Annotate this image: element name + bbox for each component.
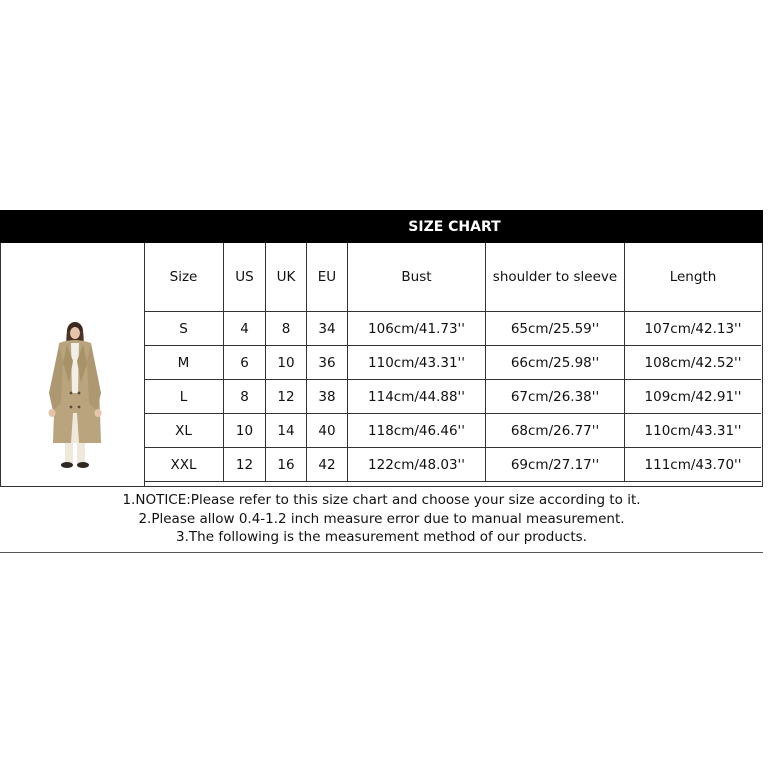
cell-size: XXL: [144, 448, 224, 482]
table-row: [144, 414, 761, 448]
table-row: [144, 312, 761, 346]
cell-uk: 10: [266, 346, 307, 380]
note-line: 3.The following is the measurement method of our products.: [176, 529, 587, 545]
table-row: [144, 448, 761, 482]
cell-bust: 122cm/48.03'': [348, 448, 486, 482]
header-eu: EU: [307, 243, 348, 312]
header-shoulder-to-sleeve: shoulder to sleeve: [486, 243, 625, 312]
header-size: Size: [144, 243, 224, 312]
cell-length: 111cm/43.70'': [625, 448, 762, 482]
cell-bust: 118cm/46.46'': [348, 414, 486, 448]
cell-us: 10: [224, 414, 266, 448]
cell-length: 109cm/42.91'': [625, 380, 762, 414]
size-chart-title: SIZE CHART: [408, 218, 501, 235]
header-us: US: [224, 243, 266, 312]
cell-shoulder-to-sleeve: 69cm/27.17'': [486, 448, 625, 482]
cell-eu: 40: [307, 414, 348, 448]
cell-length: 110cm/43.31'': [625, 414, 762, 448]
cell-shoulder-to-sleeve: 66cm/25.98'': [486, 346, 625, 380]
cell-size: XL: [144, 414, 224, 448]
cell-size: L: [144, 380, 224, 414]
cell-size: S: [144, 312, 224, 346]
cell-eu: 34: [307, 312, 348, 346]
cell-us: 4: [224, 312, 266, 346]
header-length: Length: [625, 243, 762, 312]
note-line: 2.Please allow 0.4-1.2 inch measure error due to manual measurement.: [138, 510, 625, 527]
header-uk: UK: [266, 243, 307, 312]
header-bust: Bust: [348, 243, 486, 312]
cell-length: 107cm/42.13'': [625, 312, 762, 346]
product-photo: [1, 243, 145, 486]
note-line: 1.NOTICE:Please refer to this size chart and choose your size according to it.: [122, 492, 641, 508]
cell-shoulder-to-sleeve: 65cm/25.59'': [486, 312, 625, 346]
size-chart-banner: [0, 210, 763, 243]
trench-coat-model-image: [1, 243, 144, 486]
table-header-row: [144, 243, 761, 312]
cell-uk: 14: [266, 414, 307, 448]
cell-size: M: [144, 346, 224, 380]
cell-us: 6: [224, 346, 266, 380]
cell-bust: 110cm/43.31'': [348, 346, 486, 380]
cell-us: 8: [224, 380, 266, 414]
cell-uk: 8: [266, 312, 307, 346]
size-table: [144, 243, 761, 482]
table-row: [144, 346, 761, 380]
cell-length: 108cm/42.52'': [625, 346, 762, 380]
cell-shoulder-to-sleeve: 68cm/26.77'': [486, 414, 625, 448]
cell-eu: 36: [307, 346, 348, 380]
size-chart-body: [0, 243, 763, 486]
size-notes: [0, 486, 763, 553]
cell-bust: 114cm/44.88'': [348, 380, 486, 414]
table-row: [144, 380, 761, 414]
cell-eu: 38: [307, 380, 348, 414]
cell-eu: 42: [307, 448, 348, 482]
cell-us: 12: [224, 448, 266, 482]
cell-bust: 106cm/41.73'': [348, 312, 486, 346]
cell-uk: 12: [266, 380, 307, 414]
cell-shoulder-to-sleeve: 67cm/26.38'': [486, 380, 625, 414]
size-chart-sheet: [0, 210, 763, 553]
cell-uk: 16: [266, 448, 307, 482]
